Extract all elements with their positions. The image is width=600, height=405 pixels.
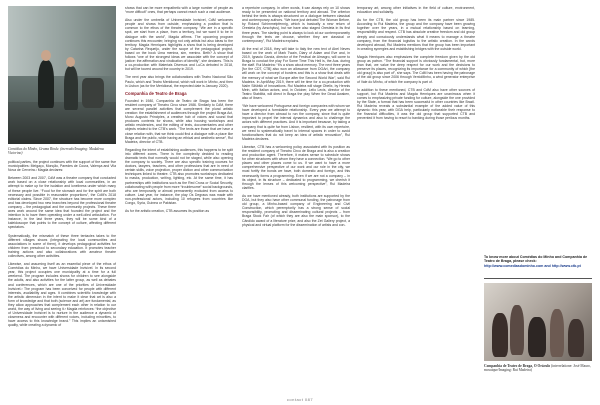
section-heading: Companhia de Teatro de Braga <box>125 90 187 96</box>
paragraph: As for the artistic creation, CTB assumes its position as <box>125 209 210 214</box>
paragraph: shows that can be more empathetic with a large number of people as “more difficult” ones, that perhaps cannot reach such a vast audience. <box>125 6 233 15</box>
paragraph: In addition to these mentioned, CTB and CdM also have other sources of support, but Rui Madeira and Magda Henriques are unanimous when it comes to emphasizing private funding for culture, alongside the one provided by the State, a format that has been successful in other countries like Brazil. Rui Madeira reveals a substantial example of the added value of this dynamic: this year, with DGA help, particularly noticeable their response to the financial difficulties, it was the old group that supported CTB and prevented it from having to resort to banking during those perilous months. <box>357 87 475 121</box>
paragraph: Regarding the intent of establishing audiences, this happens to be split into different zones. There is the complexity decided to reading dramatic texts that normally would not be staged, while also opening the company to society. There are also specific training courses for doctors, lawyers, teachers, and other professions that are in need of certain skills, voice projection, proper diction and other communication techniques linked to theatre. CTB also promotes workshops dedicated to masks, production, writing, lighting, etc. At the same time, it has partnerships with institutions such as the Red Cross or Social Security, collaborating with people from more “troublesome” social backgrounds, who are temporarily or almost permanently excluded from access to culture. Last year, for instance, the play Os Degraus was made with non-professional actors, including 10 refugees from countries like Congo, Syria, Guinea or Pakistan. <box>125 147 233 206</box>
paragraph: Magda Henriques also emphasizes the complete freedom given by the old group as patron. “The financial support is obviously fundamental, but, more than that, we value the deep respect for our work and the decisions to preserve its places, recognizing its importance for a community of which [the old group] is also part of”, she says. The CdM has been having the patronage of the old group since 2006 through VentoMinho, a wind generator enterprise of Vale do Minho, of which the company is part of. <box>357 54 475 84</box>
paragraph: The next year also brings the collaborations with Teatro Nacional São Paulo, which and Teatro Meridional, which will work in Minho, and then in Lisbon (as for the Meridional, the expected date is January 2020). <box>125 75 233 88</box>
paragraph: Founded in 1980, Companhia de Teatro de Braga has been the resident company of Theatro Circo since 1986. Similarly to CdM, there are several parallel activities that complement the plural artistic creation: the establishment of audiences through the project Braga Act, Mono Augusto Principles, a creative hub of voices and sound that produces contents for shows, while also housing workshops and artistic residencies, and the editing of texts, documentaries and other objects related to the CTB’s work. “The texts are those that we have a close relation with, that we think could find a dialogue with a place like Braga and the public, while having an ethical and aesthetic sense”, Rui Madeira, director of CTB. <box>125 98 233 144</box>
photo-caption-2 <box>484 364 592 373</box>
column-1 <box>8 160 116 389</box>
paragraph: As for the CTB, the old group has been its main partner since 1985. According to Rui Madeira, the group and the company have been growing together over the years, in a mutual relationship based on learning, responsibility and respect. CTB has absolute creative freedom and old group deeply and consciously understands what it means to manage a theatre company, from the financial logistics to the artistic creation. In the words developed abroad, Rui Madeira mentions that the group has been important in creating synergies and establishing bridges with the outside world. <box>357 18 475 51</box>
caption-credit: (interrelatione: José Mauro, mosaique/Imaging: Rui Madeira) <box>484 364 591 373</box>
photo-comedias-do-minho <box>8 6 116 144</box>
more-info-box <box>484 255 592 268</box>
divider <box>484 278 592 279</box>
more-info-links[interactable]: http://www.comediasdominho.com and http://www.ctb.pt <box>484 263 581 268</box>
page-footer: contact 087 <box>286 397 314 402</box>
photo-caption: Comédias do Minho, Grama Rinde. (inerrado/Imaging: Madalena Victorino) <box>8 147 104 156</box>
paragraph: “We have welcomed Portuguese and foreign companies with whom we have developed a formidable relationship. Every year we attempt to have a director from abroad to run the company, since that is quite important to propel the internal dynamics and also to challenge the actors with different practices. And it is important because, by taking a company that is quite far from Lisbon, resilient, with its own repertoire, we need to systematically travel to internal spaces in order to avoid functionalisms that do not keep an idea of artistic renovation”, Rui Madeira declares. <box>242 104 350 141</box>
paragraph: Systematically, the mismatch of these three tentacles takes to the different villages shows (integrating the local communities and associations in some of them), it develops pedagogical activities for children from preschool to secondary education. It promotes teacher training actions and also collaborations with amateur theatre collectives, among other activities. <box>8 233 116 258</box>
paragraph: Likewise, and assuming itself as an essential piece of the ethos of Comédias do Minho, we have Universidade Invisível. In its second year, this project occupies one municipality at a time for a full weekend. The program includes shows for children to see alongside the adults, and also activities for the latter group, as well as debates and conferences, which are one of the priorities of Universidade Invisível.² The program has been conceived for people with different interests, availability and ages. It combines scientific knowledge with the artistic dimension in the intent to make it clear that art is also a form of knowledge and that both (science and art) are fundamental, as they allow approaches that complement each other in relation to our world, the way of living and seeing it.³ Magda reinforces: “the objective of Universidade Invisível is to nurture in the audience a dynamic of closeness and encounter with different voices, including minorities, to have access to this knowledge brand.” This implies an untarnished quality, while creating a dynamic of <box>8 262 116 328</box>
caption-title: Companhia de Teatro de Braga, O Oráculo <box>484 364 551 368</box>
paragraph: At the end of 2018, they will take to Italy the new text of Abel Neves based on the work of Mark Twain, Diary of Adam and Eve and, in 2019, Ignacio García, director of the Festival de Almagro, will come to Braga to conduct the play For Some Time This Hell is, the Aus. during the staff. Rui Madeira: “It’s a show about memory. The next three years [for the CDT, CTB] also won an allowance from DGArt, the company will work on the concept of borders and this is a show that deals with the memory of what we Europe after the Second World War”, said Rui Madeira. In April/May 2019, there will be time for a co-production with Naïm Slišbšik of Innovations. Rui Madeira will stage Obelix, by Hennis Mein, with Italian actors, and, in October, Lelio Lecis, director of the Teatro Stabilità, will direct in Braga the play When the Dead Awaken, also of Ibsen. <box>242 46 350 100</box>
paragraph: political parties, the project continues with the support of the same five municipalities: Melgaço, Monção, Paredes de Coura, Valença and Vila Nova de Cerveira.¹ Magda declares: <box>8 160 116 173</box>
column-4 <box>357 6 475 389</box>
paragraph: Likewise, CTB has a welcoming policy associated with its position as the resident company of Theatro Circo de Braga and is also a creation and production agent. Therefore, it makes sense to schedule shows for other structures with whom they have a connection. “We go to other places and other places come to us. If we want to have a more comprehensive perspective of our work and our role in the city, we must fortify the bonds we have, both domestic and foreign, and this necessarily forms a programming. Even if we are not a company – in its object, in its structure – dedicated to programming, we cherish it through the lenses of this welcoming perspective”, Rui Madeira clarifies. <box>242 144 350 190</box>
column-2 <box>125 6 233 389</box>
paragraph: Also under the umbrella of Universidade Invisível, CdM welcomes people and shows from outside, emphasizing a position that is common to the ethos of the theatre company. “We are in a specific spot, we start from a place, from a territory, but we want it to be in dialogue with the world”, Magda affirms. The upcoming program continues this encounter, bringing not only artists but also ideas to the territory. Magda Henriques highlights a show that is being developed by Catarina Requeijo, under the scope of the pedagogical project, based on the book Uma menina, sim, menino. Beth? A show that follows “one of the strongest ideas we associate with the concept of justice: the affirmation and vindication of identity”, she declares. This is a co-production with Materiais Diversos and LuCa debuted in 2018, but will be toured around the country in 2019. <box>125 18 233 72</box>
column-3 <box>242 6 350 389</box>
paragraph: temporary art, among other initiatives in the field of culture, environment, education and solidarity. <box>357 6 475 15</box>
paragraph: Between 2003 and 2007, CdM was a theatre company that conducted work based on a close relationship with local communities, in an attempt to make up for the isolation and loneliness under which many of these people live. “Food for the stomach and for the spirit are both necessary and possible in reasonable proportions”, the CdM’s 2018 editorial claims. Since 2007, the structure has become more complex and has developed two new branches beyond the professional theatre company – the pedagogical and the community projects. These three axes work around the same idea that founded the project and the intention is to have them operating under a well-oiled articulation. For instance, in the last three years, they will be some kind of a kaleidoscope that points to the concept of culture, affecting different spectators. <box>8 176 116 230</box>
paragraph: As we have mentioned already, both institutions are supported by the DGA, but they also have other communal funding, the patronage from old group, a Minho-based company of Engineering and Civil Construction, which peremptorily has a strong sense of social responsibility, promoting and disseminating cultural projects – from Braga Stock Fair (of which they are also the main sponsor), to the Cândido award of a literature prize, and also the Zet Gallery project, a physical and virtual platform for the dissemination of artists and con- <box>242 193 350 227</box>
photo-companhia-teatro-braga <box>484 283 592 361</box>
more-info-text: To know more about Comédias do Minho and Companhia de Teatro de Braga, please check: <box>484 255 588 264</box>
paragraph: a repertoire company. In other words, it can always rely on 10 shows ready to be presented on national territory and abroad. The criterion behind the texts is always structured on a dialogue between classical and contemporary authors. “We have just debuted The Woman Before, by Roland Schimmelpfennig, which is basically a new return of Oresteia (by Aeschylus), but we have also staged Oresteia in its first three years. The starting point is always to look at our contemporaneity through the texts we choose, whether they are classical or contemporary”, Rui Madeira explains. <box>242 6 350 43</box>
